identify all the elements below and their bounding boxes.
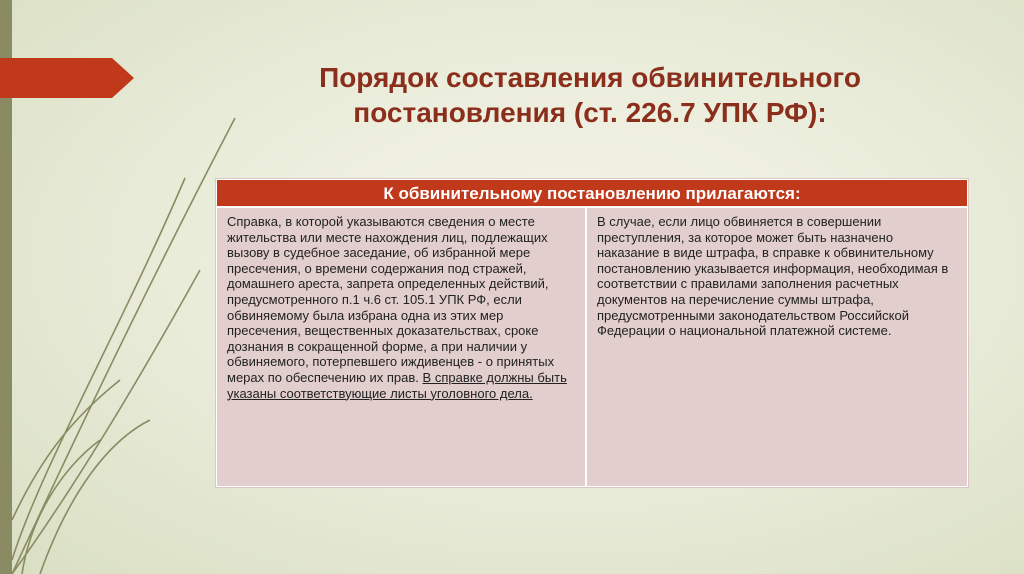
table-cell-certificate [217, 208, 587, 486]
table-header: К обвинительному постановлению прилагаются: [217, 180, 967, 208]
slide-title: Порядок составления обвинительного постановления (ст. 226.7 УПК РФ): [319, 62, 861, 128]
accent-arrow-tab [0, 58, 134, 98]
certificate-text: Справка, в которой указываются сведения о месте жительства или месте нахождения лиц, подлежащих вызову в судебное заседание, об избранной мере пресечения, о времени содержания под стражей, домашнего ареста, запрета определенных действий, предусмотренного п.1 ч.6 ст. 105.1 УПК РФ, если обвиняемому была избрана одна из этих мер пресечения, вещественных доказательствах, сроке дознания в сокращенной форме, а при наличии у обвиняемого, потерпевшего иждивенцев - о принятых мерах по обеспечению их прав. [227, 214, 555, 385]
certificate-underlined-note: В справке должны быть указаны соответствующие листы уголовного дела. [227, 369, 567, 401]
table-row [217, 208, 967, 486]
fine-text: В случае, если лицо обвиняется в совершении преступления, за которое может быть назначено наказание в виде штрафа, в справке к обвинительному постановлению указывается информация, необходимая в соответствии с правилами заполнения расчетных документов на перечисление суммы штрафа, предусмотренными законодательством Российской Федерации о национальной платежной системе. [597, 214, 949, 339]
table-cell-fine [587, 208, 967, 486]
attachments-table [216, 179, 968, 487]
